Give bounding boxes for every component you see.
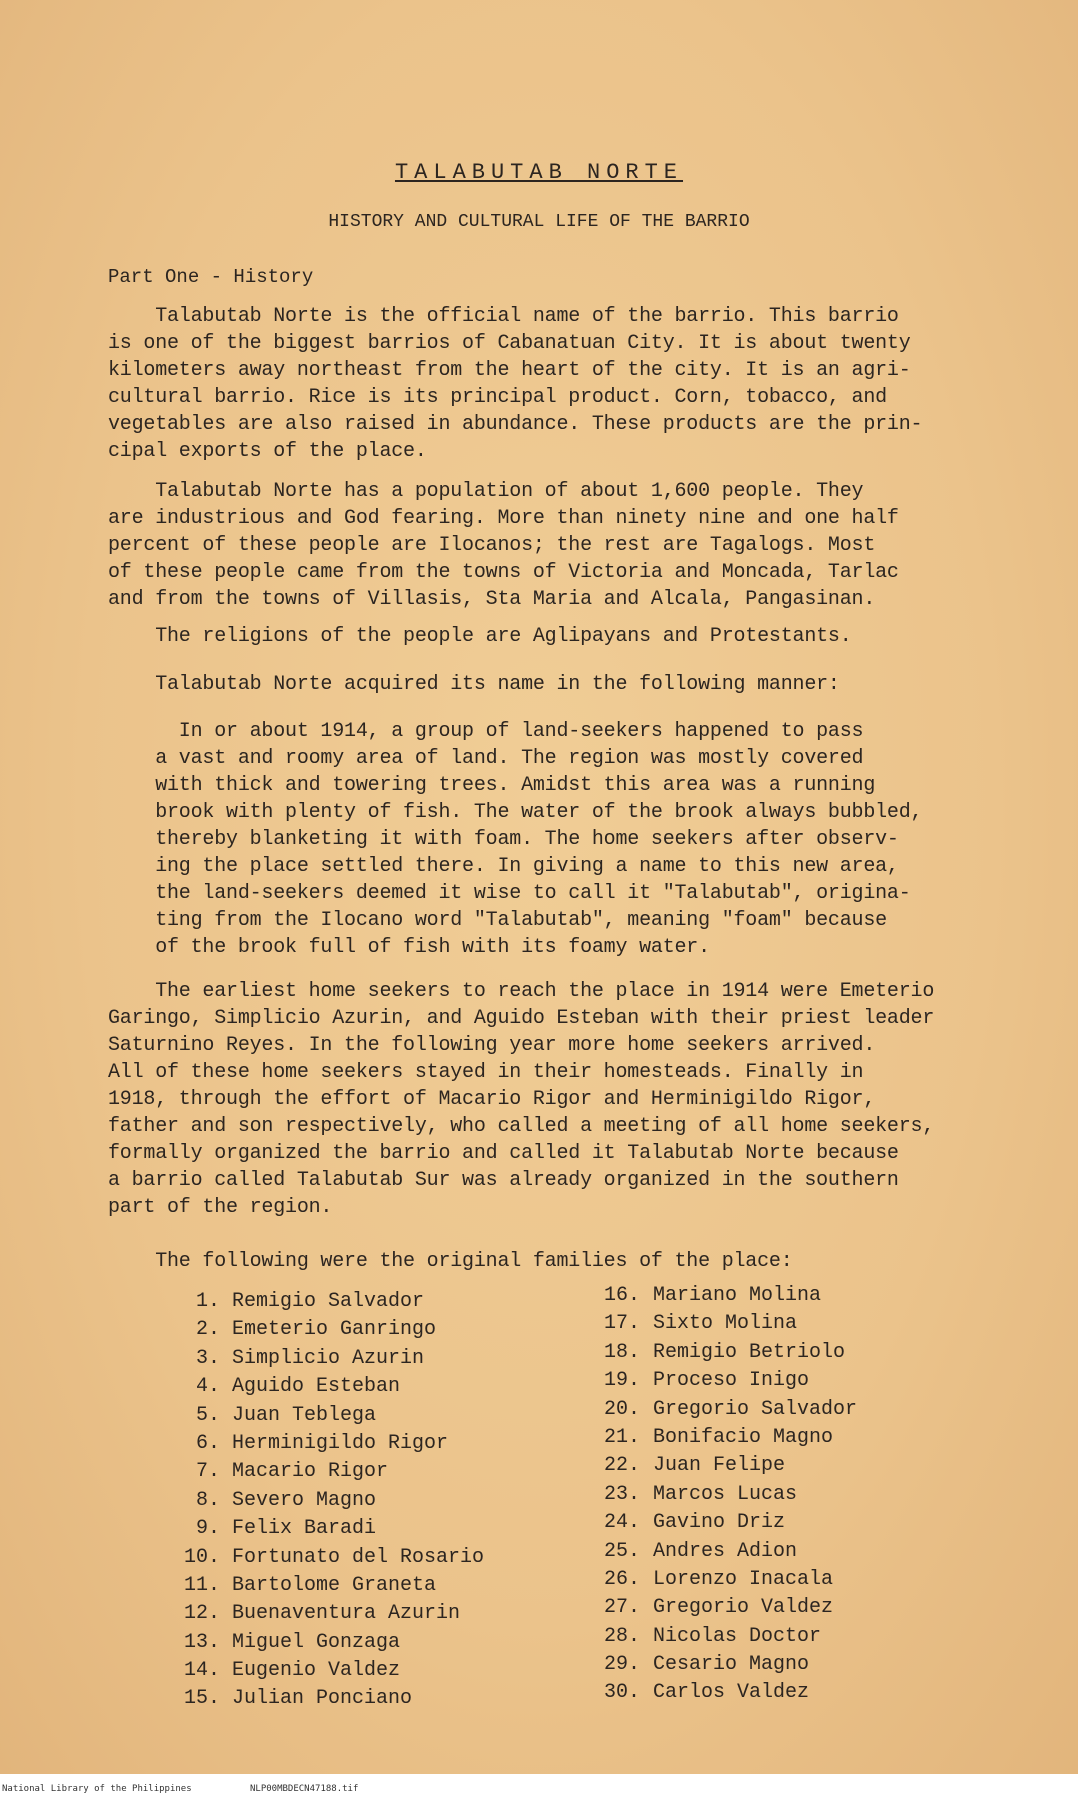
family-name: Proceso Inigo [653, 1369, 810, 1393]
family-name: Lorenzo Inacala [653, 1567, 834, 1591]
family-number: 12. [183, 1602, 220, 1626]
family-name: Julian Ponciano [232, 1687, 413, 1711]
family-name: Sixto Molina [653, 1312, 798, 1336]
family-list-item [590, 1540, 970, 1568]
family-list-item [170, 1460, 590, 1488]
family-number: 17. [603, 1312, 640, 1336]
family-number: 23. [603, 1482, 640, 1506]
family-list-item [590, 1312, 970, 1340]
family-number: 24. [603, 1511, 640, 1535]
family-list-item [170, 1404, 590, 1432]
family-name: Juan Felipe [653, 1454, 786, 1478]
family-name: Nicolas Doctor [653, 1624, 822, 1648]
scan-footer [0, 1774, 1078, 1800]
family-number: 27. [603, 1596, 640, 1620]
family-name: Simplicio Azurin [232, 1346, 425, 1370]
family-list-item [170, 1687, 590, 1715]
family-name: Gregorio Salvador [653, 1397, 858, 1421]
family-name: Buenaventura Azurin [232, 1602, 461, 1626]
family-name: Cesario Magno [653, 1653, 810, 1677]
family-list-item [170, 1602, 590, 1630]
family-number: 21. [603, 1425, 640, 1449]
family-name: Eugenio Valdez [232, 1659, 401, 1683]
paragraph-population: Talabutab Norte has a population of about 1,600 people. They are industrious and God fearing. More than ninety nine and one half percent of these people are Ilocanos; the rest are Tagalogs. Most of these people came from the towns of Victoria and Moncada, Tarlac and from the towns of Villasis, Sta Maria and Alcala, Pangasinan. [108, 480, 899, 611]
family-number: 4. [195, 1375, 220, 1399]
paragraph-earliest-settlers: The earliest home seekers to reach the place in 1914 were Emeterio Garingo, Simplicio Azurin, and Aguido Esteban with their priest leader Saturnino Reyes. In the following year more home seekers arrived. All of these home seekers stayed in their homesteads. Finally in 1918, through the effort of Macario Rigor and Herminigildo Rigor, father and son respectively, who called a meeting of all home seekers, formally organized the barrio and called it Talabutab Norte because a barrio called Talabutab Sur was already organized in the southern part of the region. [108, 980, 935, 1219]
document-title: TALABUTAB NORTE [394, 160, 684, 185]
family-name: Carlos Valdez [653, 1681, 810, 1705]
family-list-item [590, 1426, 970, 1454]
family-number: 3. [195, 1346, 220, 1370]
family-name: Herminigildo Rigor [232, 1431, 449, 1455]
family-number: 9. [195, 1517, 220, 1541]
family-list-item [590, 1284, 970, 1312]
family-name: Andres Adion [653, 1539, 798, 1563]
paragraph-families-intro: The following were the original families of the place: [108, 1250, 793, 1273]
family-list-item [590, 1511, 970, 1539]
family-list-item [590, 1341, 970, 1369]
family-list-item [590, 1596, 970, 1624]
family-number: 14. [183, 1659, 220, 1683]
paragraph-name-origin: In or about 1914, a group of land-seekers happened to pass a vast and roomy area of land. The region was mostly covered with thick and towering trees. Amidst this area was a running brook with plenty of fish. The water of the brook always bubbled, thereby blanketing it with foam. The home seekers after observ- ing the place settled there. In giving a name to this new area, the land-seekers deemed it wise to call it "Talabutab", origina- ting from the Ilocano word "Talabutab", meaning "foam" because of the brook full of fish with its foamy water. [155, 720, 923, 959]
family-number: 13. [183, 1630, 220, 1654]
family-name: Severo Magno [232, 1488, 377, 1512]
part-heading: Part One - History [108, 266, 314, 288]
family-number: 18. [603, 1340, 640, 1364]
family-number: 8. [195, 1488, 220, 1512]
family-name: Marcos Lucas [653, 1482, 798, 1506]
family-number: 7. [195, 1460, 220, 1484]
family-name: Gregorio Valdez [653, 1596, 834, 1620]
family-list-item [170, 1574, 590, 1602]
family-name: Fortunato del Rosario [232, 1545, 485, 1569]
family-number: 11. [183, 1573, 220, 1597]
family-list-item [170, 1546, 590, 1574]
family-list-item [590, 1625, 970, 1653]
paragraph-name-origin-intro: Talabutab Norte acquired its name in the following manner: [108, 673, 840, 696]
family-name: Bonifacio Magno [653, 1425, 834, 1449]
family-name: Bartolome Graneta [232, 1573, 437, 1597]
family-name: Remigio Salvador [232, 1290, 425, 1313]
family-number: 19. [603, 1369, 640, 1393]
family-name: Aguido Esteban [232, 1375, 401, 1399]
family-number: 26. [603, 1567, 640, 1591]
family-name: Miguel Gonzaga [232, 1630, 401, 1654]
family-number: 29. [603, 1653, 640, 1677]
family-list-item [590, 1454, 970, 1482]
family-list-item [170, 1631, 590, 1659]
document-subtitle: HISTORY AND CULTURAL LIFE OF THE BARRIO [328, 212, 750, 232]
family-name: Remigio Betriolo [653, 1340, 846, 1364]
footer-file-id: NLP00MBDECN47188.tif [250, 1784, 359, 1794]
families-list-left [170, 1290, 590, 1716]
family-number: 16. [603, 1284, 640, 1307]
family-number: 30. [603, 1681, 640, 1705]
family-name: Macario Rigor [232, 1460, 389, 1484]
family-name: Emeterio Ganringo [232, 1318, 437, 1342]
family-number: 20. [603, 1397, 640, 1421]
family-number: 6. [195, 1431, 220, 1455]
family-name: Gavino Driz [653, 1511, 786, 1535]
family-number: 22. [603, 1454, 640, 1478]
family-list-item [590, 1681, 970, 1709]
family-name: Juan Teblega [232, 1403, 377, 1427]
family-number: 28. [603, 1624, 640, 1648]
paragraph-religion: The religions of the people are Aglipayans and Protestants. [108, 625, 852, 648]
footer-library: National Library of the Philippines [2, 1784, 192, 1794]
family-list-item [170, 1659, 590, 1687]
family-list-item [590, 1568, 970, 1596]
family-list-item [590, 1398, 970, 1426]
family-number: 5. [195, 1403, 220, 1427]
family-list-item [170, 1375, 590, 1403]
families-list-right [590, 1284, 970, 1710]
family-list-item [170, 1432, 590, 1460]
family-list-item [590, 1483, 970, 1511]
family-list-item [170, 1347, 590, 1375]
family-number: 15. [183, 1687, 220, 1711]
family-list-item [170, 1489, 590, 1517]
family-list-item [170, 1290, 590, 1318]
family-list-item [590, 1653, 970, 1681]
paragraph-intro: Talabutab Norte is the official name of the barrio. This barrio is one of the biggest barrios of Cabanatuan City. It is about twenty kilometers away northeast from the heart of the city. It is an agri- cultural barrio. Rice is its principal product. Corn, tobacco, and vegetables are also raised in abundance. These products are the prin- cipal exports of the place. [108, 305, 923, 463]
family-list-item [170, 1517, 590, 1545]
family-number: 25. [603, 1539, 640, 1563]
family-list-item [170, 1318, 590, 1346]
family-list-item [590, 1369, 970, 1397]
family-name: Mariano Molina [653, 1284, 822, 1307]
family-number: 1. [195, 1290, 220, 1313]
family-number: 10. [183, 1545, 220, 1569]
family-number: 2. [195, 1318, 220, 1342]
family-name: Felix Baradi [232, 1517, 377, 1541]
